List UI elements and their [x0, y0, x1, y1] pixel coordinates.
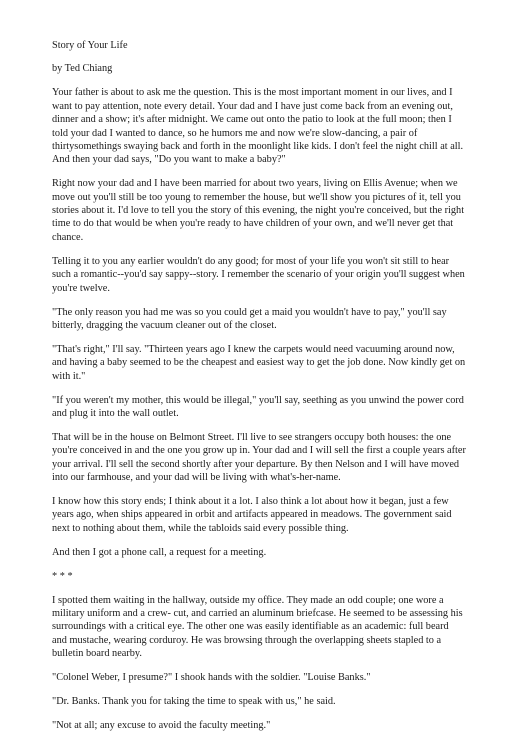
paragraph-10: I spotted them waiting in the hallway, outside my office. They made an odd couple; one wore a military uniform and a crew- cut, and carried an aluminum briefcase. He seemed to be assessing his surroundings with a critical eye. The other one was easily identifiable as an academic: full beard and mustache, wearing corduroy. He was browsing through the overlapping sheets stapled to a bulletin board nearby.	[52, 594, 463, 660]
author-byline: by Ted Chiang	[52, 63, 113, 75]
story-title: Story of Your Life	[52, 40, 128, 51]
paragraph-6: "If you weren't my mother, this would be illegal," you'll say, seething as you unwind the power cord and plug it into the wall outlet.	[52, 394, 464, 419]
paragraph-8: I know how this story ends; I think about it a lot. I also think a lot about how it began, just a few years ago, when ships appeared in orbit and artifacts appeared in meadows. The government said next to nothing about them, while the tabloids said every possible thing.	[52, 495, 452, 534]
paragraph-5: "That's right," I'll say. "Thirteen years ago I knew the carpets would need vacuuming around now, and having a baby seemed to be the cheapest and easiest way to get the job done. Now kindly get on with it."	[52, 343, 466, 382]
paragraph-9: And then I got a phone call, a request for a meeting.	[52, 546, 267, 558]
paragraph-1: Your father is about to ask me the question. This is the most important moment in our lives, and I want to pay attention, note every detail. Your dad and I have just come back from an evening out, dinner and a show; it's after midnight. We came out onto the patio to look at the full moon; then I told your dad I wanted to dance, so he humors me and now we're slow-dancing, a pair of thirtysomethings swaying back and forth in the moonlight like kids. I don't feel the night chill at all. And then your dad says, "Do you want to make a baby?"	[52, 87, 464, 166]
paragraph-12: "Dr. Banks. Thank you for taking the time to speak with us," he said.	[52, 695, 336, 707]
paragraph-11: "Colonel Weber, I presume?" I shook hands with the soldier. "Louise Banks."	[52, 672, 371, 684]
paragraph-4: "The only reason you had me was so you could get a maid you wouldn't have to pay," you'll say bitterly, dragging the vacuum cleaner out of the closet.	[52, 306, 447, 331]
paragraph-7: That will be in the house on Belmont Street. I'll live to see strangers occupy both houses: the one you're conceived in and the one you grow up in. Your dad and I will sell the first a couple years after your arrival. I'll sell the second shortly after your departure. By then Nelson and I will have moved into our farmhouse, and your dad will be living with what's-her-name.	[52, 431, 466, 484]
paragraph-2: Right now your dad and I have been married for about two years, living on Ellis Avenue; when we move out you'll still be too young to remember the house, but we'll show you pictures of it, tell you stories about it. I'd love to tell you the story of this evening, the night you're conceived, but the right time to do that would be when you're ready to have children of your own, and we'll never get that chance.	[52, 178, 465, 243]
paragraph-13: "Not at all; any excuse to avoid the faculty meeting."	[52, 719, 271, 731]
paragraph-3: Telling it to you any earlier wouldn't do any good; for most of your life you won't sit still to hear such a romantic--you'd say sappy--story. I remember the scenario of your origin you'll suggest when you're twelve.	[52, 255, 465, 294]
section-break: * * *	[52, 570, 73, 582]
